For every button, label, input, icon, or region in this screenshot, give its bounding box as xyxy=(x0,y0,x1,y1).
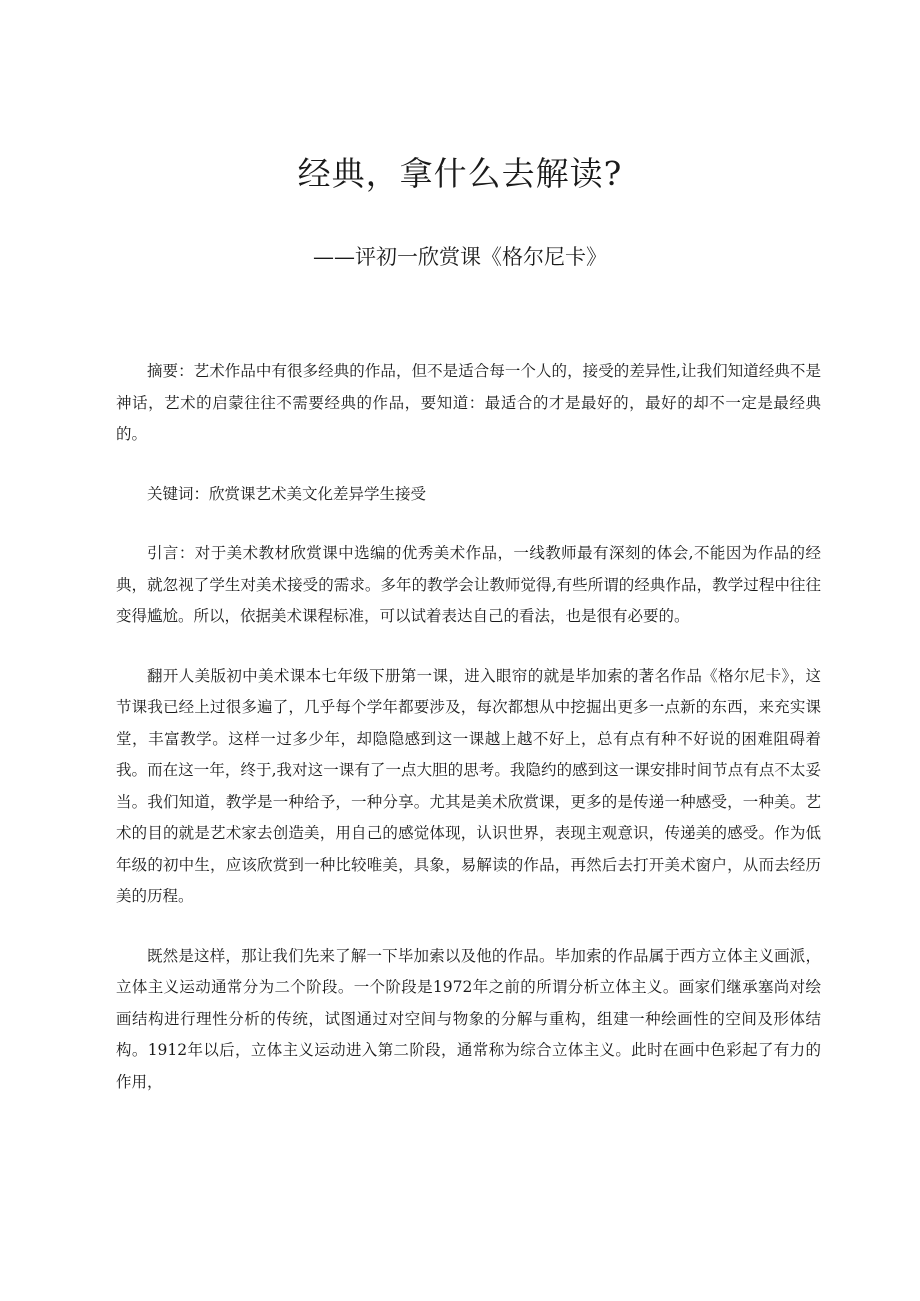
body-paragraph: 既然是这样，那让我们先来了解一下毕加索以及他的作品。毕加索的作品属于西方立体主义画派，立体主义运动通常分为二个阶段。一个阶段是1972年之前的所谓分析立体主义。画家们继承塞尚对绘画结构进行理性分析的传统，试图通过对空间与物象的分解与重构，组建一种绘画性的空间及形体结构。1912年以后，立体主义运动进入第二阶段，通常称为综合立体主义。此时在画中色彩起了有力的作用， xyxy=(116,946,821,1091)
keywords-paragraph: 关键词：欣赏课艺术美文化差异学生接受 xyxy=(147,484,427,503)
introduction-paragraph: 引言：对于美术教材欣赏课中选编的优秀美术作品，一线教师最有深刻的体会,不能因为作品的经典，就忽视了学生对美术接受的需求。多年的教学会让教师觉得,有些所谓的经典作品，教学过程中往往变得尴尬。所以，依据美术课程标准，可以试着表达自己的看法，也是很有必要的。 xyxy=(116,544,821,625)
document-body xyxy=(116,356,821,1126)
page-title: 经典，拿什么去解读? xyxy=(297,154,623,193)
body-paragraph: 翻开人美版初中美术课本七年级下册第一课，进入眼帘的就是毕加索的著名作品《格尔尼卡》，这节课我已经上过很多遍了，几乎每个学年都要涉及，每次都想从中挖掘出更多一点新的东西，来充实课堂，丰富教学。这样一过多少年，却隐隐感到这一课越上越不好上，总有点有种不好说的困难阻碍着我。而在这一年，终于,我对这一课有了一点大胆的思考。我隐约的感到这一课安排时间节点有点不太妥当。我们知道，教学是一种给予，一种分享。尤其是美术欣赏课，更多的是传递一种感受，一种美。艺术的目的就是艺术家去创造美，用自己的感觉体现，认识世界，表现主观意识，传递美的感受。作为低年级的初中生，应该欣赏到一种比较唯美，具象，易解读的作品，再然后去打开美术窗户，从而去经历美的历程。 xyxy=(116,666,821,905)
abstract-paragraph: 摘要：艺术作品中有很多经典的作品，但不是适合每一个人的，接受的差异性,让我们知道经典不是神话，艺术的启蒙往往不需要经典的作品，要知道：最适合的才是最好的，最好的却不一定是最经典的。 xyxy=(116,362,821,443)
page-subtitle: ——评初一欣赏课《格尔尼卡》 xyxy=(313,245,607,269)
